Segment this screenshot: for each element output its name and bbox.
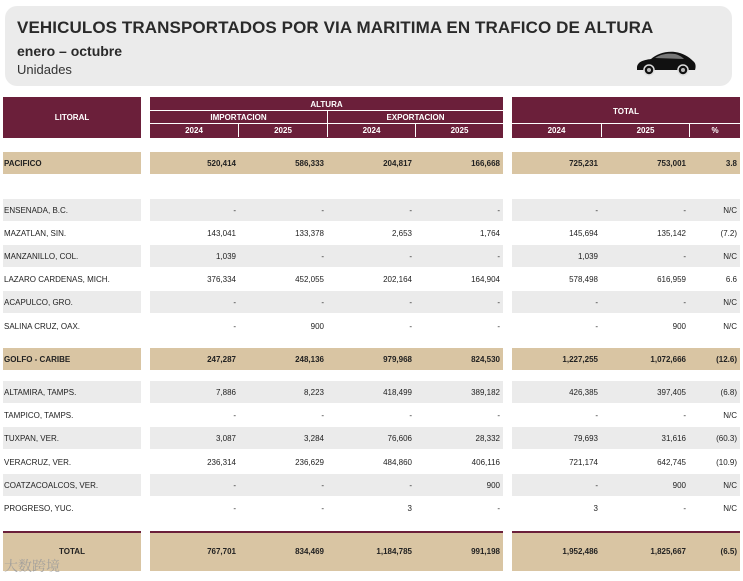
cell-tot25: - [683,297,686,307]
cell-pct: (12.6) [716,354,737,364]
total-row [0,531,743,571]
table-row [0,381,743,403]
cell-tot24: 1,039 [577,251,598,261]
cell-pct: N/C [723,480,737,490]
cell-pct: (7.2) [720,228,737,238]
cell-tot24: 1,952,486 [562,546,598,556]
cell-imp24: - [233,410,236,420]
row-label: SALINA CRUZ, OAX. [4,321,81,331]
cell-pct: N/C [723,251,737,261]
cell-exp24: - [409,410,412,420]
cell-tot24: - [595,480,598,490]
row-label: GOLFO - CARIBE [4,354,71,364]
cell-imp25: - [321,297,324,307]
cell-imp25: - [321,205,324,215]
report-title-box [5,6,732,86]
report-units: Unidades [17,62,72,77]
cell-imp25: 133,378 [295,228,324,238]
car-icon [635,44,697,78]
cell-exp24: - [409,205,412,215]
cell-exp24: 979,968 [383,354,412,364]
cell-imp24: - [233,205,236,215]
cell-imp24: - [233,503,236,513]
cell-exp24: - [409,480,412,490]
row-label: ACAPULCO, GRO. [4,297,73,307]
cell-exp25: - [497,297,500,307]
cell-pct: N/C [723,503,737,513]
cell-pct: N/C [723,410,737,420]
cell-tot24: - [595,321,598,331]
cell-imp25: 452,055 [295,274,324,284]
cell-pct: (6.5) [720,546,737,556]
cell-imp24: 247,287 [207,354,236,364]
row-label: TAMPICO, TAMPS. [4,410,74,420]
cell-exp25: - [497,410,500,420]
table-row [0,474,743,496]
cell-tot24: 3 [593,503,598,513]
header-divider [512,123,740,124]
header-litoral-label: LITORAL [54,113,90,122]
cell-tot24: - [595,205,598,215]
cell-imp25: 900 [310,321,324,331]
cell-tot25: 1,072,666 [650,354,686,364]
cell-pct: 6.6 [725,274,737,284]
table-row [0,315,743,337]
table-row [0,245,743,267]
cell-exp24: - [409,297,412,307]
row-label: ALTAMIRA, TAMPS. [4,387,77,397]
row-label: PROGRESO, YUC. [4,503,74,513]
cell-imp24: 376,334 [207,274,236,284]
cell-tot25: 616,959 [657,274,686,284]
cell-exp25: 900 [486,480,500,490]
cell-exp24: 1,184,785 [376,546,412,556]
cell-tot24: 79,693 [573,433,598,443]
cell-tot25: 1,825,667 [650,546,686,556]
cell-imp25: 236,629 [295,457,324,467]
cell-exp24: 202,164 [383,274,412,284]
cell-imp24: 3,087 [215,433,236,443]
cell-pct: N/C [723,297,737,307]
cell-tot24: 1,227,255 [562,354,598,364]
cell-imp25: - [321,503,324,513]
cell-imp24: 1,039 [215,251,236,261]
row-label: PACIFICO [4,158,42,168]
cell-exp25: 166,668 [471,158,500,168]
cell-tot25: 31,616 [661,433,686,443]
header-tot-pct: % [711,126,719,135]
header-divider [238,124,239,137]
cell-exp25: 824,530 [471,354,500,364]
cell-imp25: 586,333 [295,158,324,168]
cell-exp24: 3 [407,503,412,513]
cell-imp24: - [233,297,236,307]
cell-exp24: - [409,251,412,261]
cell-tot25: - [683,251,686,261]
report-title: VEHICULOS TRANSPORTADOS POR VIA MARITIMA EN TRAFICO DE ALTURA [17,18,654,37]
cell-exp24: 418,499 [383,387,412,397]
table-row [0,451,743,473]
cell-pct: (60.3) [716,433,737,443]
cell-exp25: - [497,321,500,331]
row-label: TOTAL [59,546,85,556]
cell-tot25: 900 [672,480,686,490]
cell-imp24: 7,886 [215,387,236,397]
cell-tot25: 900 [672,321,686,331]
cell-tot25: - [683,503,686,513]
cell-tot25: 135,142 [657,228,686,238]
cell-exp24: 204,817 [383,158,412,168]
header-litoral [3,97,141,138]
cell-tot24: 145,694 [569,228,598,238]
cell-tot24: - [595,410,598,420]
cell-tot25: 753,001 [657,158,686,168]
table-row [0,222,743,244]
cell-imp25: - [321,480,324,490]
row-label: LAZARO CARDENAS, MICH. [4,274,110,284]
row-label: TUXPAN, VER. [4,433,59,443]
cell-exp24: 484,860 [383,457,412,467]
header-imp-2024: 2024 [185,126,203,135]
header-altura-label: ALTURA [310,99,343,109]
cell-imp24: - [233,480,236,490]
cell-imp24: 236,314 [207,457,236,467]
cell-tot24: 578,498 [569,274,598,284]
header-imp-2025: 2025 [274,126,292,135]
cell-imp24: 767,701 [207,546,236,556]
cell-exp25: 389,182 [471,387,500,397]
header-divider [415,124,416,137]
cell-exp24: 76,606 [387,433,412,443]
header-tot-2025: 2025 [636,126,655,135]
cell-exp25: - [497,503,500,513]
header-divider [601,124,602,137]
cell-imp24: 520,414 [207,158,236,168]
cell-tot25: 642,745 [657,457,686,467]
header-exp-2024: 2024 [362,126,381,135]
cell-tot24: 426,385 [569,387,598,397]
cell-exp25: - [497,251,500,261]
cell-imp25: - [321,251,324,261]
cell-imp24: - [233,321,236,331]
table-row [0,497,743,519]
cell-tot24: 721,174 [569,457,598,467]
table-row [0,268,743,290]
row-label: COATZACOALCOS, VER. [4,480,99,490]
cell-exp24: - [409,321,412,331]
cell-imp25: 248,136 [295,354,324,364]
cell-tot24: 725,231 [569,158,598,168]
cell-imp25: - [321,410,324,420]
table-row [0,199,743,221]
cell-exp25: 991,198 [471,546,500,556]
header-divider [689,124,690,137]
cell-pct: (6.8) [720,387,737,397]
cell-exp25: 1,764 [479,228,500,238]
cell-imp25: 3,284 [303,433,324,443]
header-importacion-label: IMPORTACION [210,112,267,122]
cell-exp24: 2,653 [391,228,412,238]
header-total-label: TOTAL [613,106,639,116]
cell-imp24: 143,041 [207,228,236,238]
cell-exp25: 406,116 [471,457,500,467]
table-row [0,404,743,426]
row-label: MANZANILLO, COL. [4,251,79,261]
header-divider [327,111,328,137]
row-label: VERACRUZ, VER. [4,457,72,467]
cell-tot25: - [683,205,686,215]
cell-pct: N/C [723,205,737,215]
cell-imp25: 8,223 [303,387,324,397]
header-tot-2024: 2024 [547,126,566,135]
cell-pct: (10.9) [716,457,737,467]
region-row [0,152,743,174]
cell-pct: 3.8 [725,158,737,168]
cell-tot24: - [595,297,598,307]
header-exportacion-label: EXPORTACION [386,112,445,122]
row-label: ENSENADA, B.C. [4,205,69,215]
report-period: enero – octubre [17,43,123,59]
cell-tot25: - [683,410,686,420]
watermark: 大数跨境 [4,558,60,574]
cell-exp25: 164,904 [471,274,500,284]
header-exp-2025: 2025 [450,126,469,135]
row-label: MAZATLAN, SIN. [4,228,67,238]
cell-tot25: 397,405 [657,387,686,397]
table-row [0,291,743,313]
cell-exp25: 28,332 [475,433,500,443]
region-row [0,348,743,370]
table-row [0,427,743,449]
cell-exp25: - [497,205,500,215]
cell-imp25: 834,469 [295,546,324,556]
cell-pct: N/C [723,321,737,331]
